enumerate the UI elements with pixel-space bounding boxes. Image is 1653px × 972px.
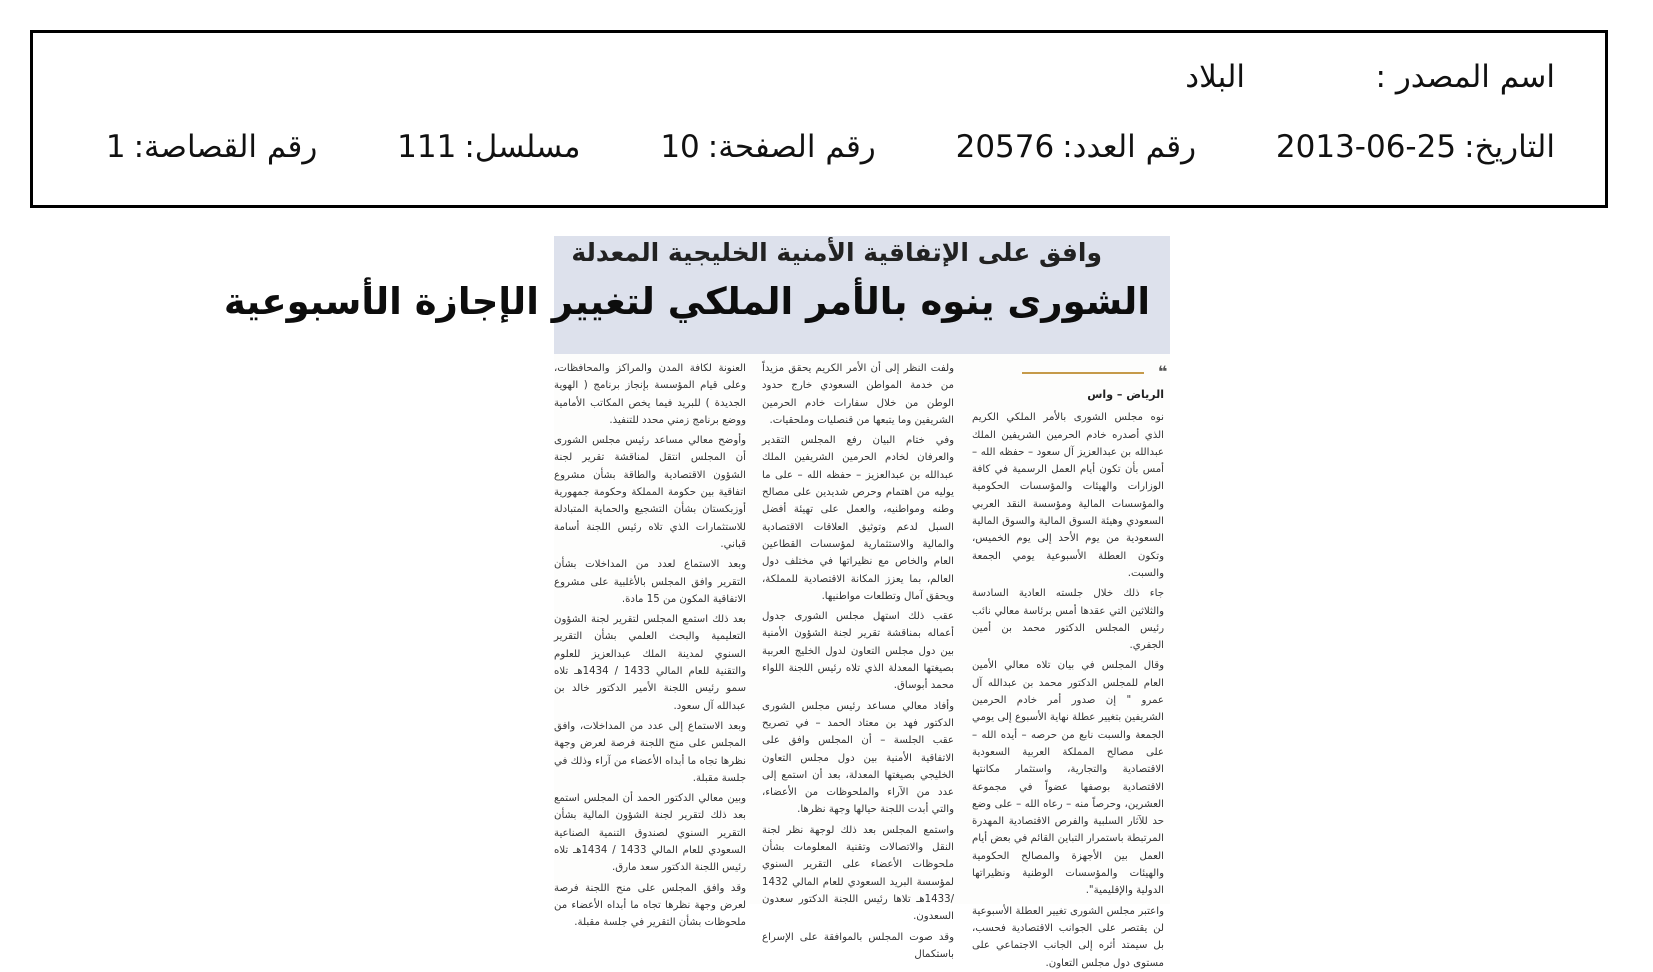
- article-paragraph: وأوضح معالي مساعد رئيس مجلس الشورى أن المجلس انتقل لمناقشة تقرير لجنة الشؤون الاقتصادية والطاقة بشأن مشروع اتفاقية بين حكومة المملكة وحكومة جمهورية أوزبكستان بشأن التشجيع والحماية المتبادلة للاستثمارات الذي تلاه رئيس اللجنة أسامة قباني.: [554, 435, 746, 550]
- article-paragraph: وبين معالي الدكتور الحمد أن المجلس استمع بعد ذلك لتقرير لجنة الشؤون المالية بشأن التقرير السنوي لصندوق التنمية الصناعية السعودي للعام المالي 1433 / 1434هـ تلاه رئيس اللجنة الدكتور سعد مارق.: [554, 793, 746, 874]
- article-paragraph: وفي ختام البيان رفع المجلس التقدير والعرفان لخادم الحرمين الشريفين الملك عبدالله بن عبدالعزيز – حفظه الله – على ما يوليه من اهتمام وحرص شديدين على مصالح وطنه ومواطنيه، والعمل على تهيئة أفضل السبل لدعم وتوثيق العلاقات الاقتصادية والمالية والاستثمارية لمؤسسات القطاعين العام والخاص مع نظيراتها في مختلف دول العالم، بما يعزز المكانة الاقتصادية للمملكة، ويحقق آمال وتطلعات مواطنيها.: [762, 435, 954, 602]
- issue-field: [956, 129, 1196, 165]
- article-paragraph: بعد ذلك استمع المجلس لتقرير لجنة الشؤون التعليمية والبحث العلمي بشأن التقرير السنوي لمدينة الملك عبدالعزيز للعلوم والتقنية للعام المالي 1433 / 1434هـ تلاه سمو رئيس اللجنة الأمير الدكتور خالد بن عبدالله آل سعود.: [554, 614, 746, 712]
- article-byline: الرياض – واس: [1087, 388, 1164, 401]
- article-headline: الشورى ينوه بالأمر الملكي لتغيير الإجازة الأسبوعية: [223, 280, 1150, 323]
- article-paragraph: وبعد الاستماع لعدد من المداخلات بشأن التقرير وافق المجلس بالأغلبية على مشروع الاتفاقية المكون من 15 مادة.: [554, 559, 746, 605]
- article-paragraph: وقد صوت المجلس بالموافقة على الإسراع باستكمال: [762, 931, 954, 960]
- metadata-row: [106, 129, 1555, 165]
- article-paragraph: وأفاد معالي مساعد رئيس مجلس الشورى الدكتور فهد بن معتاد الحمد – في تصريح عقب الجلسة – أن المجلس وافق على الاتفاقية الأمنية بين دول مجلس التعاون الخليجي بصيغتها المعدلة، بعد أن استمع إلى عدد من الآراء والملحوظات من الأعضاء، والتي أبدت اللجنة حيالها وجهة نظرها.: [762, 700, 954, 816]
- serial-value: 111: [397, 129, 457, 165]
- page-label: رقم الصفحة:: [707, 129, 876, 165]
- article-paragraph: جاء ذلك خلال جلسته العادية السادسة والثلاثين التي عقدها أمس برئاسة معالي نائب رئيس المجلس الدكتور محمد بن أمين الجفري.: [972, 588, 1164, 652]
- article-column-middle: [762, 360, 954, 960]
- article-paragraph: وبعد الاستماع إلى عدد من المداخلات، وافق المجلس على منح اللجنة فرصة لعرض وجهة نظرها تجاه ما أبداه الأعضاء من آراء وذلك في جلسة مقبلة.: [554, 720, 746, 784]
- clip-number-value: 1: [105, 129, 126, 165]
- article-columns: [554, 360, 1170, 969]
- article-paragraph: وقد وافق المجلس على منح اللجنة فرصة لعرض وجهة نظرها تجاه ما أبداه الأعضاء من ملحوظات بشأن التقرير في جلسة مقبلة.: [554, 882, 746, 929]
- date-field: [1276, 129, 1555, 165]
- serial-label: مسلسل:: [464, 129, 581, 165]
- date-value: 2013-06-25: [1275, 129, 1457, 165]
- clip-number-field: [106, 129, 317, 165]
- source-label: اسم المصدر :: [1375, 59, 1555, 95]
- quote-mark-icon: ❝: [1158, 362, 1168, 381]
- clipping-metadata-box: [30, 30, 1608, 208]
- article-paragraph: العنونة لكافة المدن والمراكز والمحافظات، وعلى قيام المؤسسة بإنجاز برنامج ( الهوية الجديدة ) للبريد فيما يخص المكاتب الأمامية ووضع برنامج زمني محدد للتنفيذ.: [554, 363, 746, 426]
- article-paragraph: ولفت النظر إلى أن الأمر الكريم يحقق مزيداً من خدمة المواطن السعودي خارج حدود الوطن من خلال سفارات خادم الحرمين الشريفين وما يتبعها من قنصليات وملحقيات.: [762, 363, 954, 426]
- article-paragraph: واعتبر مجلس الشورى تغيير العطلة الأسبوعية لن يقتصر على الجوانب الاقتصادية فحسب، بل سيمتد أثره إلى الجانب الاجتماعي على مستوى دول مجلس التعاون.: [972, 905, 1164, 969]
- date-label: التاريخ:: [1464, 129, 1555, 165]
- article-paragraph: عقب ذلك استهل مجلس الشورى جدول أعماله بمناقشة تقرير لجنة الشؤون الأمنية بين دول مجلس التعاون لدول الخليج العربية بصيغتها المعدلة الذي تلاه رئيس اللجنة اللواء محمد أبوساق.: [762, 611, 954, 692]
- issue-label: رقم العدد:: [1062, 129, 1197, 165]
- article-column-right: [972, 360, 1164, 969]
- clip-number-label: رقم القصاصة:: [133, 129, 318, 165]
- article-paragraph: وقال المجلس في بيان تلاه معالي الأمين العام للمجلس الدكتور محمد بن عبدالله آل عمرو " إن صدور أمر خادم الحرمين الشريفين بتغيير عطلة نهاية الأسبوع إلى يومي الجمعة والسبت نابع من حرصه – أيده الله – على مصالح المملكة العربية السعودية الاقتصادية والتجارية، واستثمار مكانتها الاقتصادية بوصفها عضواً في مجموعة العشرين، وحرصاً منه – رعاه الله – على وضع حد للآثار السلبية والفرص الاقتصادية المهدرة المرتبطة باستمرار التباين القائم في بعض أيام العمل بين الأجهزة والمصالح الحكومية والهيئات والمؤسسات الوطنية ونظيراتها الدولية والإقليمية".: [972, 660, 1164, 897]
- article-paragraph: نوه مجلس الشورى بالأمر الملكي الكريم الذي أصدره خادم الحرمين الشريفين الملك عبدالله بن عبدالعزيز آل سعود – حفظه الله – أمس بأن تكون أيام العمل الرسمية في كافة الوزارات والهيئات والمؤسسات الحكومية والمؤسسات المالية ومؤسسة النقد العربي السعودي وهيئة السوق المالية والسوق المالية السعودية من يوم الأحد إلى يوم الخميس، وتكون العطلة الأسبوعية يومي الجمعة والسبت.: [972, 412, 1164, 579]
- headline-band: [223, 236, 1170, 354]
- article-kicker: وافق على الإتفاقية الأمنية الخليجية المعدلة: [571, 238, 1102, 267]
- page-value: 10: [660, 129, 700, 165]
- page-field: [660, 129, 875, 165]
- newspaper-clipping: [223, 236, 1170, 969]
- issue-value: 20576: [955, 129, 1055, 165]
- serial-field: [397, 129, 580, 165]
- source-value: البلاد: [1185, 59, 1245, 95]
- article-column-left: [554, 360, 746, 929]
- article-paragraph: واستمع المجلس بعد ذلك لوجهة نظر لجنة النقل والاتصالات وتقنية المعلومات بشأن ملحوظات الأعضاء على التقرير السنوي لمؤسسة البريد السعودي للعام المالي 1432 /1433هـ تلاها رئيس اللجنة الدكتور سعدون السعدون.: [762, 824, 954, 923]
